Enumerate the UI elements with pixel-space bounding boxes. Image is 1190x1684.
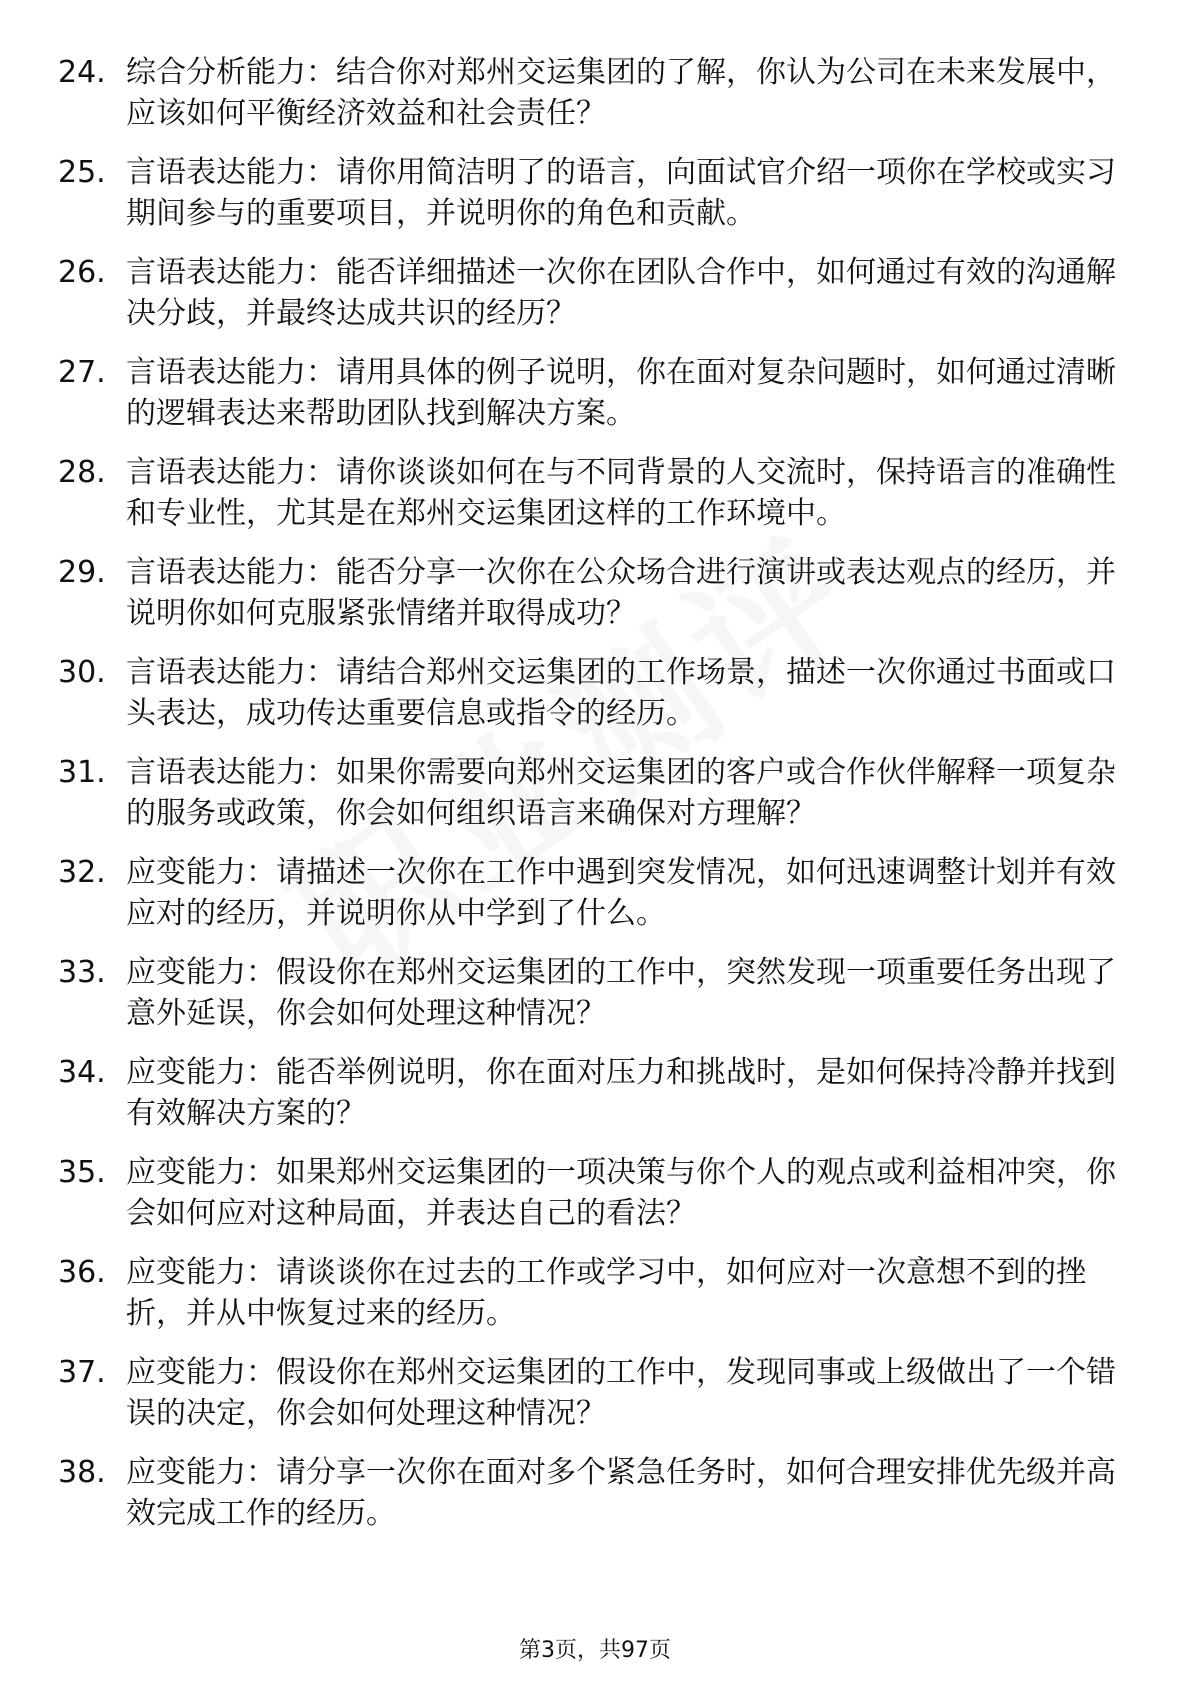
question-item xyxy=(58,52,1118,134)
question-text: 应变能力：假设你在郑州交运集团的工作中，突然发现一项重要任务出现了意外延误，你会如何处理这种情况？ xyxy=(126,955,1116,1031)
question-number: 31. xyxy=(58,755,106,790)
question-number: 26. xyxy=(58,255,106,290)
question-number: 27. xyxy=(58,355,106,390)
page-footer: 第3页，共97页 xyxy=(519,1638,671,1663)
question-item xyxy=(58,552,1118,634)
question-number: 32. xyxy=(58,855,106,890)
question-text: 言语表达能力：请用具体的例子说明，你在面对复杂问题时，如何通过清晰的逻辑表达来帮助团队找到解决方案。 xyxy=(126,355,1116,431)
question-item xyxy=(58,452,1118,534)
question-list xyxy=(58,52,1118,1552)
question-number: 36. xyxy=(58,1255,106,1290)
question-text: 言语表达能力：请结合郑州交运集团的工作场景，描述一次你通过书面或口头表达，成功传达重要信息或指令的经历。 xyxy=(126,655,1116,731)
question-item xyxy=(58,652,1118,734)
question-text: 应变能力：请分享一次你在面对多个紧急任务时，如何合理安排优先级并高效完成工作的经历。 xyxy=(126,1455,1116,1531)
question-text: 言语表达能力：请你谈谈如何在与不同背景的人交流时，保持语言的准确性和专业性，尤其是在郑州交运集团这样的工作环境中。 xyxy=(126,455,1116,531)
question-item xyxy=(58,852,1118,934)
question-number: 28. xyxy=(58,455,106,490)
question-item xyxy=(58,1352,1118,1434)
question-text: 应变能力：请谈谈你在过去的工作或学习中，如何应对一次意想不到的挫折，并从中恢复过来的经历。 xyxy=(126,1255,1086,1331)
question-item xyxy=(58,752,1118,834)
question-number: 30. xyxy=(58,655,106,690)
question-number: 24. xyxy=(58,55,106,90)
question-text: 应变能力：如果郑州交运集团的一项决策与你个人的观点或利益相冲突，你会如何应对这种局面，并表达自己的看法？ xyxy=(126,1155,1116,1231)
question-number: 35. xyxy=(58,1155,106,1190)
question-item xyxy=(58,152,1118,234)
question-number: 25. xyxy=(58,155,106,190)
question-number: 37. xyxy=(58,1355,106,1390)
question-item xyxy=(58,1152,1118,1234)
question-text: 言语表达能力：能否分享一次你在公众场合进行演讲或表达观点的经历，并说明你如何克服紧张情绪并取得成功？ xyxy=(126,555,1116,631)
question-text: 应变能力：请描述一次你在工作中遇到突发情况，如何迅速调整计划并有效应对的经历，并说明你从中学到了什么。 xyxy=(126,855,1116,931)
question-text: 综合分析能力：结合你对郑州交运集团的了解，你认为公司在未来发展中，应该如何平衡经济效益和社会责任？ xyxy=(126,55,1116,131)
question-text: 言语表达能力：请你用简洁明了的语言，向面试官介绍一项你在学校或实习期间参与的重要项目，并说明你的角色和贡献。 xyxy=(126,155,1116,231)
question-item xyxy=(58,1052,1118,1134)
question-item xyxy=(58,1452,1118,1534)
question-number: 29. xyxy=(58,555,106,590)
question-text: 应变能力：能否举例说明，你在面对压力和挑战时，是如何保持冷静并找到有效解决方案的？ xyxy=(126,1055,1116,1131)
question-text: 应变能力：假设你在郑州交运集团的工作中，发现同事或上级做出了一个错误的决定，你会如何处理这种情况？ xyxy=(126,1355,1116,1431)
question-item xyxy=(58,352,1118,434)
question-number: 34. xyxy=(58,1055,106,1090)
question-item xyxy=(58,252,1118,334)
question-number: 33. xyxy=(58,955,106,990)
question-item xyxy=(58,1252,1118,1334)
question-item xyxy=(58,952,1118,1034)
question-text: 言语表达能力：能否详细描述一次你在团队合作中，如何通过有效的沟通解决分歧，并最终达成共识的经历？ xyxy=(126,255,1116,331)
question-text: 言语表达能力：如果你需要向郑州交运集团的客户或合作伙伴解释一项复杂的服务或政策，你会如何组织语言来确保对方理解？ xyxy=(126,755,1116,831)
question-number: 38. xyxy=(58,1455,106,1490)
